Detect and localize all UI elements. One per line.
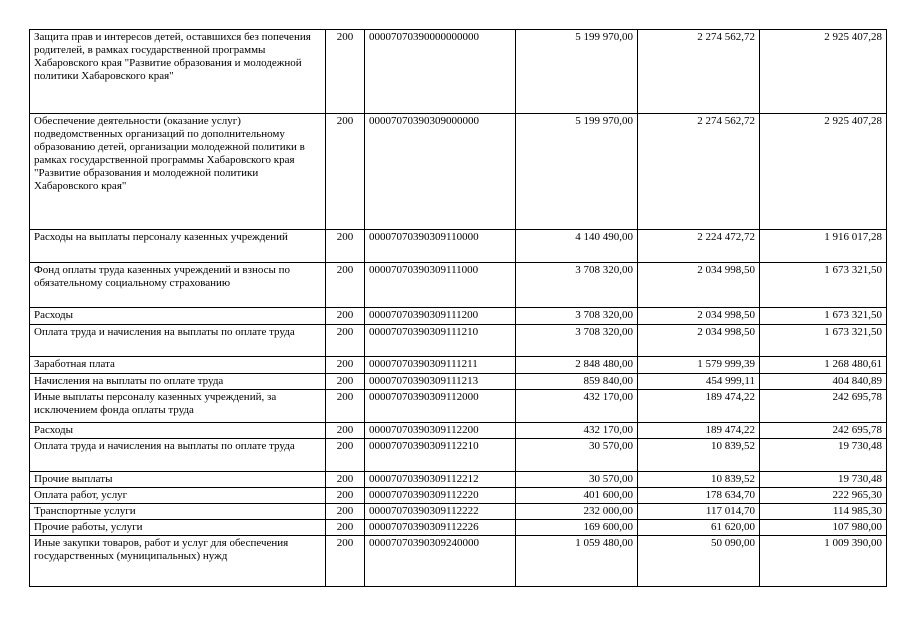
unexecuted-amount-cell: 1 673 321,50 [760, 308, 887, 325]
table-row [30, 374, 887, 390]
budget-classification-code-cell: 00007070390309112212 [365, 472, 516, 488]
executed-amount-cell: 2 274 562,72 [638, 30, 760, 114]
expense-name-cell: Прочие выплаты [30, 472, 326, 488]
line-code-cell: 200 [326, 520, 365, 536]
expense-name-cell: Иные выплаты персоналу казенных учреждений, за исключением фонда оплаты труда [30, 390, 326, 423]
unexecuted-amount-cell: 1 673 321,50 [760, 325, 887, 357]
executed-amount-cell: 189 474,22 [638, 390, 760, 423]
executed-amount-cell: 189 474,22 [638, 423, 760, 439]
table-row [30, 114, 887, 230]
executed-amount-cell: 454 999,11 [638, 374, 760, 390]
budget-execution-table [29, 29, 887, 587]
approved-amount-cell: 30 570,00 [516, 439, 638, 472]
line-code-cell: 200 [326, 308, 365, 325]
table-row [30, 30, 887, 114]
unexecuted-amount-cell: 222 965,30 [760, 488, 887, 504]
unexecuted-amount-cell: 2 925 407,28 [760, 114, 887, 230]
line-code-cell: 200 [326, 423, 365, 439]
executed-amount-cell: 2 274 562,72 [638, 114, 760, 230]
budget-classification-code-cell: 00007070390309111213 [365, 374, 516, 390]
table-row [30, 390, 887, 423]
unexecuted-amount-cell: 1 009 390,00 [760, 536, 887, 587]
executed-amount-cell: 178 634,70 [638, 488, 760, 504]
line-code-cell: 200 [326, 325, 365, 357]
executed-amount-cell: 2 034 998,50 [638, 308, 760, 325]
expense-name-cell: Защита прав и интересов детей, оставшихся без попечения родителей, в рамках государственной программы Хабаровского края "Развитие образования и молодежной политики Хабаровского края" [30, 30, 326, 114]
line-code-cell: 200 [326, 488, 365, 504]
table-row [30, 488, 887, 504]
expense-name-cell: Оплата труда и начисления на выплаты по оплате труда [30, 439, 326, 472]
budget-classification-code-cell: 00007070390309110000 [365, 230, 516, 263]
budget-classification-code-cell: 00007070390309112000 [365, 390, 516, 423]
budget-classification-code-cell: 00007070390309112200 [365, 423, 516, 439]
executed-amount-cell: 2 034 998,50 [638, 263, 760, 308]
expense-name-cell: Оплата работ, услуг [30, 488, 326, 504]
executed-amount-cell: 10 839,52 [638, 439, 760, 472]
approved-amount-cell: 432 170,00 [516, 423, 638, 439]
expense-name-cell: Фонд оплаты труда казенных учреждений и взносы по обязательному социальному страхованию [30, 263, 326, 308]
expense-name-cell: Начисления на выплаты по оплате труда [30, 374, 326, 390]
expense-name-cell: Расходы на выплаты персоналу казенных учреждений [30, 230, 326, 263]
budget-classification-code-cell: 00007070390309111211 [365, 357, 516, 374]
executed-amount-cell: 2 034 998,50 [638, 325, 760, 357]
budget-classification-code-cell: 00007070390309112222 [365, 504, 516, 520]
line-code-cell: 200 [326, 374, 365, 390]
unexecuted-amount-cell: 1 916 017,28 [760, 230, 887, 263]
budget-classification-code-cell: 00007070390309112226 [365, 520, 516, 536]
table-row [30, 520, 887, 536]
line-code-cell: 200 [326, 114, 365, 230]
approved-amount-cell: 401 600,00 [516, 488, 638, 504]
approved-amount-cell: 1 059 480,00 [516, 536, 638, 587]
unexecuted-amount-cell: 242 695,78 [760, 390, 887, 423]
table-row [30, 504, 887, 520]
budget-classification-code-cell: 00007070390309111200 [365, 308, 516, 325]
expense-name-cell: Расходы [30, 308, 326, 325]
budget-classification-code-cell: 00007070390309111000 [365, 263, 516, 308]
line-code-cell: 200 [326, 230, 365, 263]
table-row [30, 230, 887, 263]
unexecuted-amount-cell: 2 925 407,28 [760, 30, 887, 114]
table-body [30, 30, 887, 587]
approved-amount-cell: 3 708 320,00 [516, 308, 638, 325]
expense-name-cell: Транспортные услуги [30, 504, 326, 520]
expense-name-cell: Обеспечение деятельности (оказание услуг) подведомственных организаций по дополнительному образованию детей, организации молодежной политики в рамках государственной программы Хабаровского края "Развитие образования и молодежной политики Хабаровского края" [30, 114, 326, 230]
executed-amount-cell: 61 620,00 [638, 520, 760, 536]
unexecuted-amount-cell: 114 985,30 [760, 504, 887, 520]
unexecuted-amount-cell: 19 730,48 [760, 472, 887, 488]
expense-name-cell: Прочие работы, услуги [30, 520, 326, 536]
budget-classification-code-cell: 00007070390309112210 [365, 439, 516, 472]
line-code-cell: 200 [326, 390, 365, 423]
unexecuted-amount-cell: 1 673 321,50 [760, 263, 887, 308]
approved-amount-cell: 30 570,00 [516, 472, 638, 488]
table-row [30, 472, 887, 488]
expense-name-cell: Иные закупки товаров, работ и услуг для обеспечения государственных (муниципальных) нужд [30, 536, 326, 587]
table-row [30, 357, 887, 374]
unexecuted-amount-cell: 404 840,89 [760, 374, 887, 390]
approved-amount-cell: 432 170,00 [516, 390, 638, 423]
approved-amount-cell: 3 708 320,00 [516, 325, 638, 357]
line-code-cell: 200 [326, 504, 365, 520]
budget-classification-code-cell: 00007070390309112220 [365, 488, 516, 504]
executed-amount-cell: 117 014,70 [638, 504, 760, 520]
table-row [30, 263, 887, 308]
executed-amount-cell: 50 090,00 [638, 536, 760, 587]
unexecuted-amount-cell: 19 730,48 [760, 439, 887, 472]
approved-amount-cell: 5 199 970,00 [516, 30, 638, 114]
unexecuted-amount-cell: 242 695,78 [760, 423, 887, 439]
table-row [30, 536, 887, 587]
approved-amount-cell: 2 848 480,00 [516, 357, 638, 374]
budget-classification-code-cell: 00007070390309000000 [365, 114, 516, 230]
table-row [30, 325, 887, 357]
expense-name-cell: Оплата труда и начисления на выплаты по оплате труда [30, 325, 326, 357]
line-code-cell: 200 [326, 536, 365, 587]
approved-amount-cell: 5 199 970,00 [516, 114, 638, 230]
line-code-cell: 200 [326, 439, 365, 472]
approved-amount-cell: 859 840,00 [516, 374, 638, 390]
unexecuted-amount-cell: 1 268 480,61 [760, 357, 887, 374]
approved-amount-cell: 4 140 490,00 [516, 230, 638, 263]
line-code-cell: 200 [326, 30, 365, 114]
budget-classification-code-cell: 00007070390309240000 [365, 536, 516, 587]
executed-amount-cell: 2 224 472,72 [638, 230, 760, 263]
budget-classification-code-cell: 00007070390309111210 [365, 325, 516, 357]
approved-amount-cell: 3 708 320,00 [516, 263, 638, 308]
budget-classification-code-cell: 00007070390000000000 [365, 30, 516, 114]
table-row [30, 308, 887, 325]
unexecuted-amount-cell: 107 980,00 [760, 520, 887, 536]
expense-name-cell: Расходы [30, 423, 326, 439]
approved-amount-cell: 232 000,00 [516, 504, 638, 520]
table-row [30, 423, 887, 439]
table-row [30, 439, 887, 472]
executed-amount-cell: 1 579 999,39 [638, 357, 760, 374]
line-code-cell: 200 [326, 472, 365, 488]
line-code-cell: 200 [326, 357, 365, 374]
approved-amount-cell: 169 600,00 [516, 520, 638, 536]
executed-amount-cell: 10 839,52 [638, 472, 760, 488]
line-code-cell: 200 [326, 263, 365, 308]
expense-name-cell: Заработная плата [30, 357, 326, 374]
